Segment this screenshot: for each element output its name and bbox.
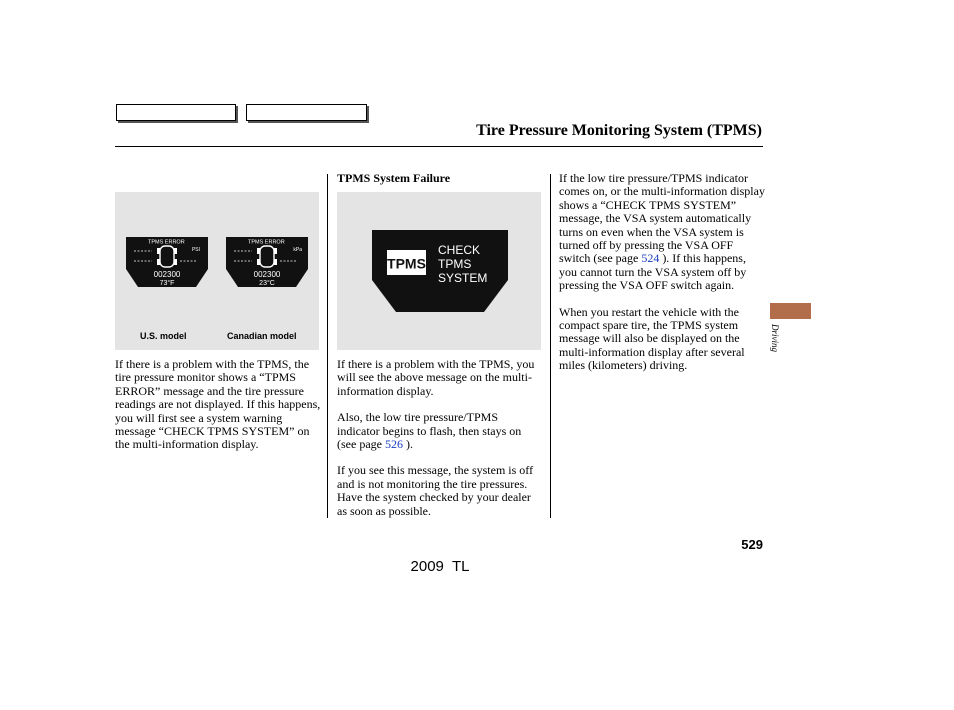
canadian-display-heading: TPMS ERROR (248, 239, 285, 246)
page-link-526[interactable]: 526 (384, 437, 403, 452)
us-model-display (126, 237, 208, 287)
section-label: Driving (770, 324, 780, 352)
left-paragraph: If there is a problem with the TPMS, the tire pressure monitor shows a “TPMS ERROR” message and the tire pressure readings are not displayed. If this happens, you will first see a system warning message “CHECK TPMS SYSTEM” on the multi-information display. (115, 357, 321, 452)
left-column-text (115, 358, 321, 465)
page-link-524[interactable]: 524 (641, 251, 660, 266)
middle-paragraph-1: If there is a problem with the TPMS, you will see the above message on the multi-information display. (337, 357, 535, 398)
check-tpms-figure (337, 192, 541, 350)
section-tab (770, 303, 811, 319)
middle-paragraph-2: Also, the low tire pressure/TPMS indicator begins to flash, then stays on (see page 526 ). (337, 410, 522, 452)
check-tpms-display (372, 230, 508, 312)
column-divider-1 (327, 174, 328, 518)
caption-canadian-model: Canadian model (227, 331, 297, 341)
right-column-text (559, 172, 765, 386)
display-line-system: SYSTEM (438, 271, 488, 285)
footer-model: 2009 TL (410, 558, 470, 575)
canadian-display-unit: kPa (293, 247, 302, 253)
us-display-odometer: 002300 (153, 270, 181, 279)
page-number: 529 (741, 537, 763, 552)
display-line-check: CHECK (438, 243, 481, 257)
canadian-display-temp: 23°C (259, 280, 275, 287)
middle-paragraph-3: If you see this message, the system is off and is not monitoring the tire pressures. Have the system checked by your dealer as soon as possible. (337, 463, 534, 518)
canadian-model-display (226, 237, 308, 287)
right-paragraph-1: If the low tire pressure/TPMS indicator comes on, or the multi-information display shows a “CHECK TPMS SYSTEM” message, the VSA system automatically turns on even when the VSA system is turned off by pressing the VSA OFF switch (see page 524 ). If this happens, you cannot turn the VSA system off by pressing the VSA OFF switch again. (559, 171, 765, 293)
tpms-failure-heading: TPMS System Failure (337, 171, 451, 185)
tpms-error-figure (115, 192, 319, 350)
us-display-heading: TPMS ERROR (148, 239, 185, 246)
us-display-temp: 73°F (159, 280, 175, 287)
right-paragraph-2: When you restart the vehicle with the compact spare tire, the TPMS system message will also be displayed on the multi-information display after several miles (kilometers) driving. (559, 304, 745, 373)
display-line-tpms: TPMS (438, 257, 472, 271)
nav-box-left (116, 104, 236, 121)
column-divider-2 (550, 174, 551, 518)
canadian-display-odometer: 002300 (253, 270, 281, 279)
nav-box-right (246, 104, 367, 121)
page-title: Tire Pressure Monitoring System (TPMS) (476, 122, 762, 139)
caption-us-model: U.S. model (140, 331, 187, 341)
middle-column-text (337, 358, 543, 531)
tpms-badge-text: TPMS (387, 255, 426, 272)
us-display-unit: PSI (191, 247, 200, 253)
title-rule (115, 146, 763, 147)
section-heading (337, 172, 547, 185)
